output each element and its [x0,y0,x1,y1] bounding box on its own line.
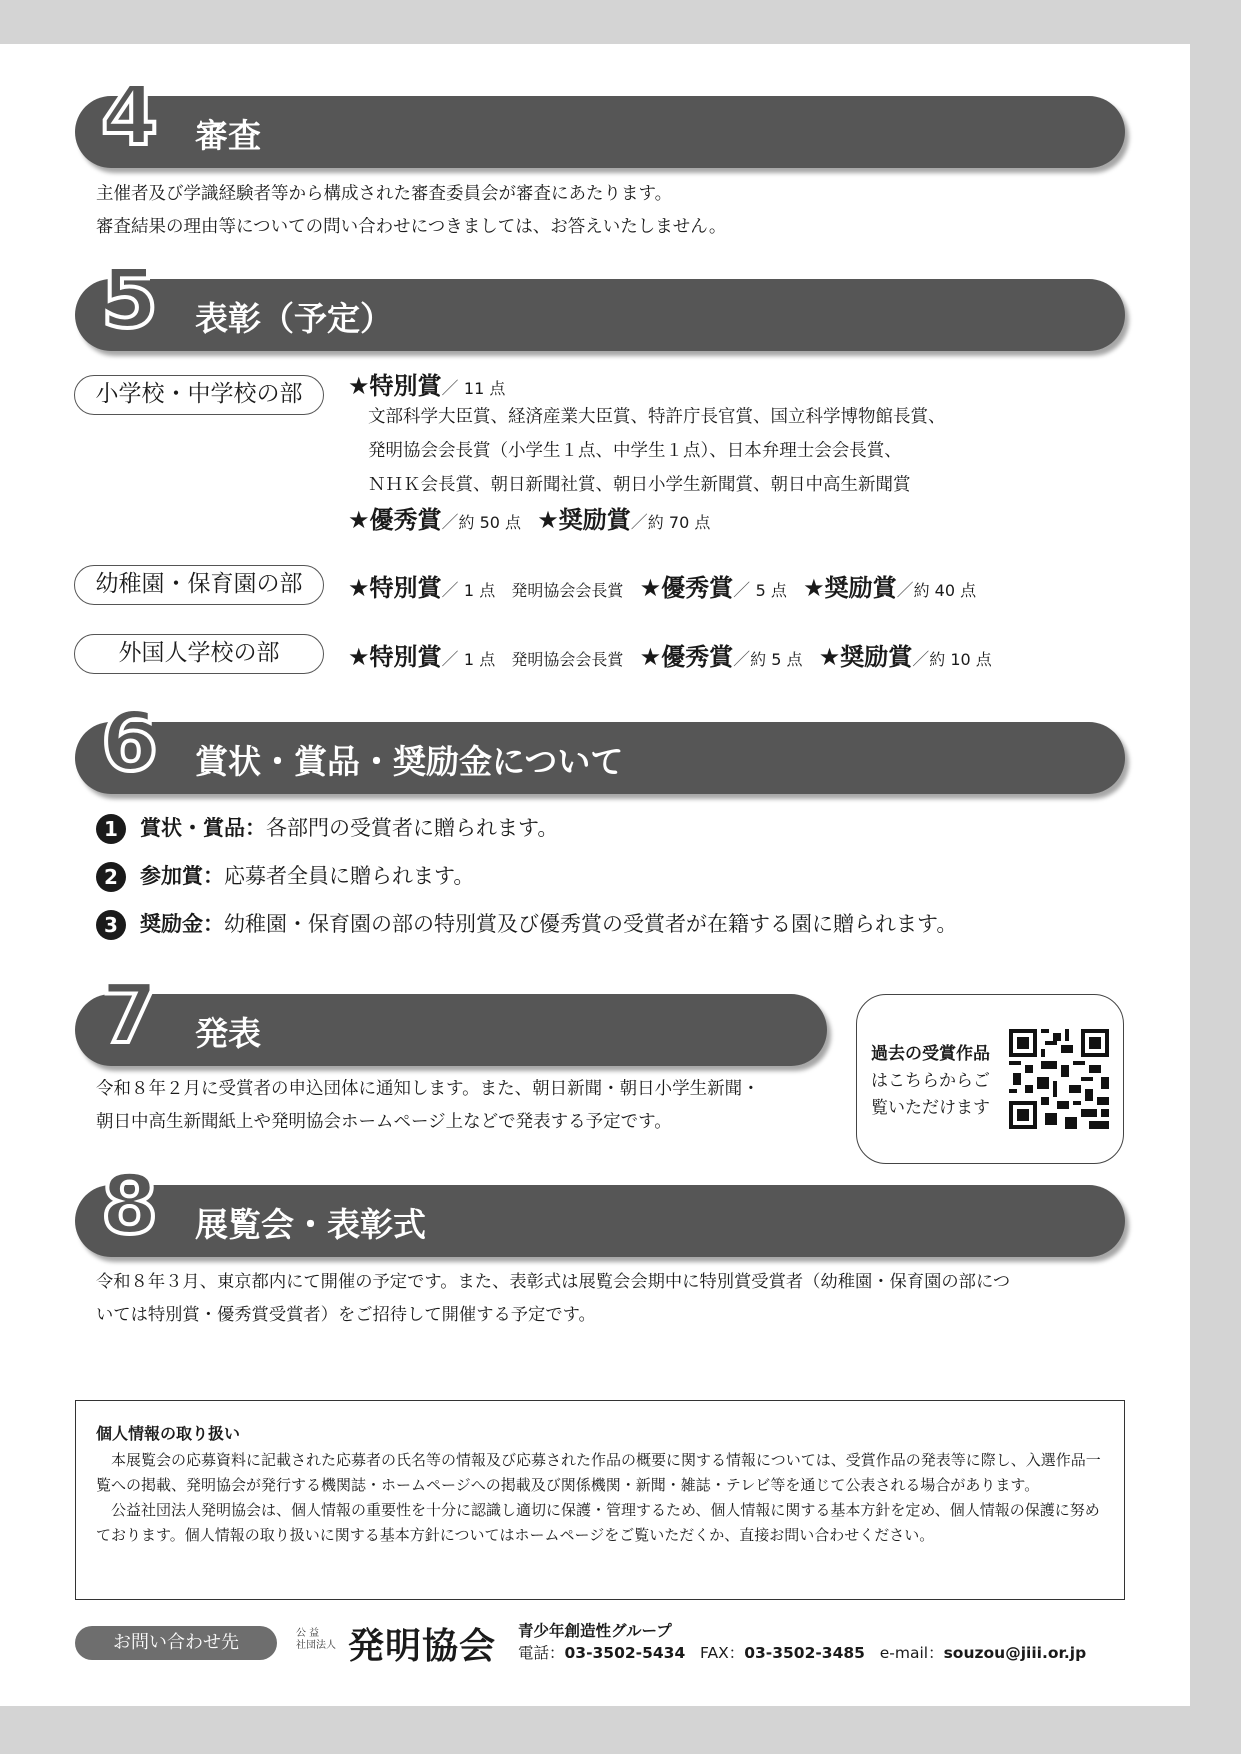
section-8-banner [75,1158,1125,1257]
list-item: 1 賞状・賞品：各部門の受賞者に贈られます。 [96,812,558,844]
section-8-body: 令和８年３月、東京都内にて開催の予定です。また、表彰式は展覧会会期中に特別賞受賞者（幼稚園・保育園の部につ いては特別賞・優秀賞受賞者）をご招待して開催する予定です。 [96,1272,1011,1325]
qr-caption: 過去の受賞作品 はこちらからご 覧いただけます [871,1044,990,1118]
section-number: 6 [101,695,159,790]
section-title: 賞状・賞品・奨励金について [195,742,624,781]
email-link[interactable]: souzou@jiii.or.jp [943,1644,1087,1662]
kinder-prizes: ★特別賞／ 1 点 発明協会会長賞 ★優秀賞／ 5 点 ★奨励賞／約 40 点 [348,574,977,602]
fax-number: 03-3502-3485 [744,1644,865,1662]
category-kinder-label: 幼稚園・保育園の部 [74,565,324,605]
privacy-notice [75,1400,1125,1600]
section-number: 8 [101,1158,159,1253]
elementary-special-row: ★特別賞／ 11 点 [348,372,506,400]
org-logo: 発明協会 [348,1626,497,1667]
section-title: 表彰（予定） [195,299,393,338]
org-type-label: 公 益 社団法人 [296,1628,336,1651]
section-number: 4 [101,69,159,164]
contact-details: 青少年創造性グループ 電話：03-3502-5434 FAX：03-3502-3485 e-mail：souzou@jiii.or.jp [518,1622,1087,1662]
number-badge: 3 [96,910,126,940]
elementary-award-list: 文部科学大臣賞、経済産業大臣賞、特許庁長官賞、国立科学博物館長賞、 発明協会会長賞（小学生１点、中学生１点）、日本弁理士会会長賞、 ＮＨＫ会長賞、朝日新聞社賞、朝日小学生新聞賞、朝日中高生新聞賞 [368,407,946,495]
contact-label: お問い合わせ先 [75,1626,277,1660]
category-elementary-label: 小学校・中学校の部 [74,375,324,415]
phone-number[interactable]: 03-3502-5434 [564,1644,686,1662]
elementary-other-prizes: ★優秀賞／約 50 点 ★奨励賞／約 70 点 [348,506,711,534]
section-6-banner [75,695,1125,794]
qr-code-icon[interactable] [1009,1029,1109,1129]
privacy-paragraph: 本展覧会の応募資料に記載された応募者の氏名等の情報及び応募された作品の概要に関する情報については、受賞作品の発表等に際し、入選作品一覧への掲載、発明協会が発行する機関誌・ホームページへの掲載及び関係機関・新聞・雑誌・テレビ等を通じて公表される場合があります。 [96,1451,1101,1494]
past-works-qr-box[interactable] [856,994,1124,1164]
section-title: 展覧会・表彰式 [195,1205,426,1244]
section-4-body: 主催者及び学識経験者等から構成された審査委員会が審査にあたります。 審査結果の理由等についての問い合わせにつきましては、お答えいたしません。 [96,184,727,237]
section-4-banner [75,69,1125,168]
number-badge: 1 [96,814,126,844]
list-item: 2 参加賞：応募者全員に贈られます。 [96,860,474,892]
section-number: 5 [101,252,159,347]
foreign-prizes: ★特別賞／ 1 点 発明協会会長賞 ★優秀賞／約 5 点 ★奨励賞／約 10 点 [348,643,992,671]
section-7-body: 令和８年２月に受賞者の申込団体に通知します。また、朝日新聞・朝日小学生新聞・ 朝日中高生新聞紙上や発明協会ホームページ上などで発表する予定です。 [96,1079,760,1132]
privacy-paragraph: 公益社団法人発明協会は、個人情報の重要性を十分に認識し適切に保護・管理するため、個人情報に関する基本方針を定め、個人情報の保護に努めております。個人情報の取り扱いに関する基本方針についてはホームページをご覧いただくか、直接お問い合わせください。 [96,1501,1100,1544]
number-badge: 2 [96,862,126,892]
privacy-title: 個人情報の取り扱い [96,1424,241,1443]
list-item: 3 奨励金：幼稚園・保育園の部の特別賞及び優秀賞の受賞者が在籍する園に贈られます。 [96,908,957,940]
section-title: 発表 [195,1014,261,1053]
category-foreign-label: 外国人学校の部 [74,634,324,674]
section-title: 審査 [195,116,261,155]
section-5-banner [75,252,1125,351]
section-number: 7 [101,967,159,1062]
section-7-banner [75,967,827,1066]
